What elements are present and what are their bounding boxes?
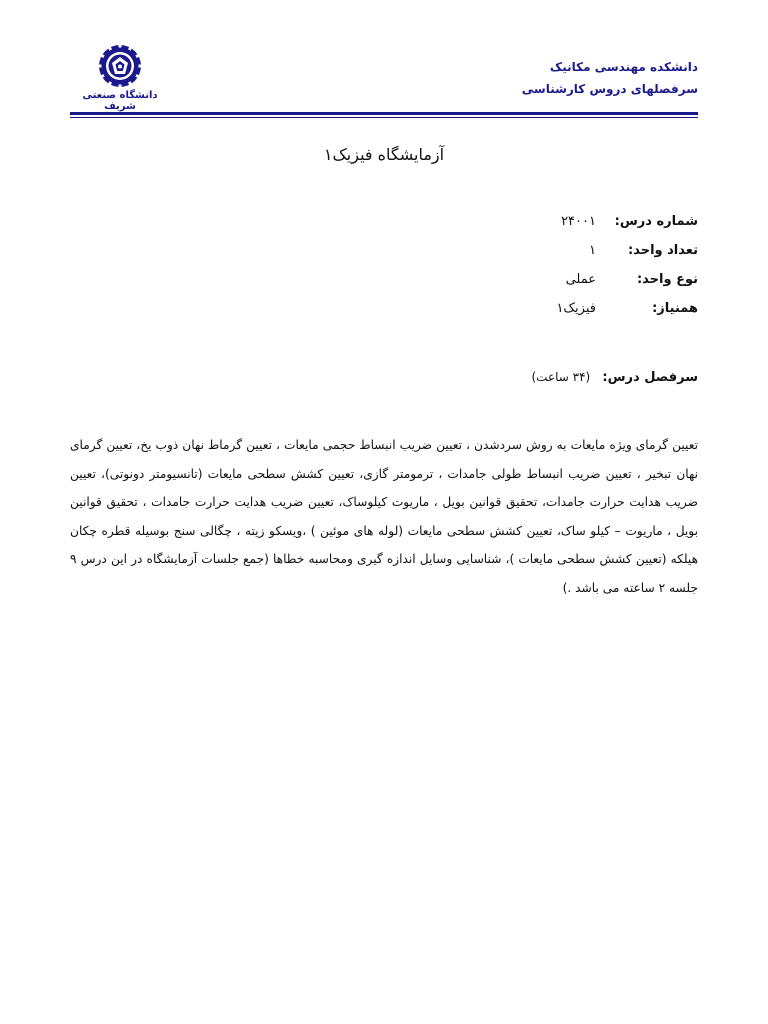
- corequisite-value: فیزیک۱: [556, 301, 596, 316]
- corequisite-label: همنیاز:: [652, 301, 698, 316]
- corequisite-row: [498, 301, 698, 330]
- header-divider-thick: [70, 112, 698, 115]
- syllabus-heading: [532, 370, 699, 385]
- page-header: [70, 44, 698, 112]
- course-info-table: [498, 214, 698, 330]
- unit-type-row: [498, 272, 698, 301]
- course-number-label: شماره درس:: [614, 214, 698, 229]
- unit-type-value: عملی: [565, 272, 596, 287]
- university-logo-block: [70, 44, 170, 112]
- course-number-value: ۲۴۰۰۱: [561, 214, 596, 229]
- syllabus-label: سرفصل درس:: [602, 370, 698, 385]
- course-description: تعیین گرمای ویژه مایعات به روش سردشدن ، تعیین ضریب انبساط حجمی مایعات ، تعیین گرماط نهان ذوب یخ، تعیین گرمای نهان تبخیر ، تعیین ضریب انبساط طولی جامدات ، ترمومتر گازی، تعیین کشش سطحی مایعات (تانسیومتر دونوتی)، تعیین ضریب هدایت حرارت جامدات، تحقیق قوانین بویل ، ماریوت کیلوساک، تعیین ضریب هدایت حرارت جامدات ، تحقیق قوانین بویل ، ماریوت – کیلو ساک، تعیین کشش سطحی مایعات (لوله های موئین ) ،ویسکو زیته ، چگالی سنج بوسیله قطره چکان هیلکه (تعیین کشش سطحی مایعات )، شناسایی وسایل اندازه گیری ومحاسبه خطاها (جمع جلسات آزمایشگاه در این درس ۹ جلسه ۲ ساعته می باشد .): [70, 438, 698, 595]
- unit-count-row: [498, 243, 698, 272]
- sharif-university-logo-icon: [98, 44, 142, 88]
- page-title: آزمایشگاه فیزیک۱: [323, 145, 445, 164]
- course-number-row: [498, 214, 698, 243]
- unit-count-label: تعداد واحد:: [628, 243, 698, 258]
- university-name: دانشگاه صنعتی شریف: [82, 90, 158, 112]
- header-subtitle: سرفصلهای دروس کارشناسی: [521, 82, 698, 96]
- department-name: دانشکده مهندسی مکانیک: [549, 60, 698, 74]
- unit-count-value: ۱: [589, 243, 596, 258]
- header-divider-thin: [70, 117, 698, 118]
- unit-type-label: نوع واحد:: [636, 272, 698, 287]
- department-block: [522, 56, 698, 100]
- syllabus-hours: (۳۴ ساعت): [531, 370, 591, 384]
